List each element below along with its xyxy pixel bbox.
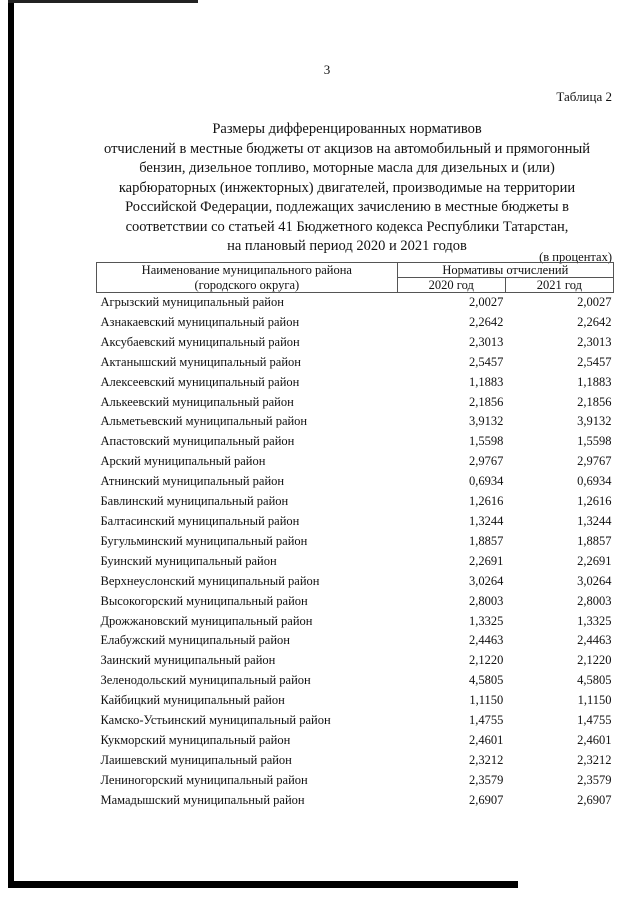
value-2020: 3,9132 — [468, 414, 504, 429]
value-2021: 4,5805 — [577, 673, 612, 688]
header-group: Нормативы отчислений — [397, 263, 613, 278]
value-2021: 1,1150 — [577, 693, 612, 708]
value-2020: 1,4755 — [468, 713, 504, 728]
title-line: Размеры дифференцированных нормативов — [212, 121, 482, 137]
scan-border-bottom — [8, 881, 518, 888]
value-2021: 2,1220 — [577, 653, 612, 668]
table-row — [97, 651, 614, 671]
district-name: Аксубаевский муниципальный район — [100, 334, 300, 349]
value-2021: 1,1883 — [577, 374, 612, 389]
header-name-line2: (городского округа) — [97, 278, 398, 293]
district-name: Балтасинский муниципальный район — [100, 513, 300, 528]
table-row — [97, 333, 614, 353]
value-2020: 2,8003 — [468, 593, 504, 608]
title-line: бензин, дизельное топливо, моторные масла для дизельных и (или) — [139, 160, 555, 176]
value-2021: 2,2691 — [577, 553, 612, 568]
table-row — [97, 512, 614, 532]
table-row — [97, 313, 614, 333]
district-name: Верхнеуслонский муниципальный район — [100, 573, 320, 588]
value-2021: 2,0027 — [577, 295, 612, 309]
district-name: Мамадышский муниципальный район — [100, 792, 305, 807]
value-2020: 1,1150 — [469, 693, 504, 708]
norms-table — [96, 262, 614, 811]
value-2021: 1,3244 — [577, 513, 612, 528]
table-row — [97, 353, 614, 373]
value-2020: 2,3579 — [468, 772, 504, 787]
district-name: Кайбицкий муниципальный район — [100, 693, 285, 708]
title-line: Российской Федерации, подлежащих зачислению в местные бюджеты в — [125, 199, 569, 215]
table-row — [97, 592, 614, 612]
value-2020: 1,3325 — [468, 613, 504, 628]
value-2021: 3,0264 — [577, 573, 612, 588]
value-2020: 1,8857 — [468, 533, 504, 548]
district-name: Актанышский муниципальный район — [100, 354, 301, 369]
title-line: карбюраторных (инжекторных) двигателей, производимые на территории — [118, 179, 576, 196]
value-2021: 2,9767 — [577, 454, 612, 469]
title-line: соответствии со статьей 41 Бюджетного кодекса Республики Татарстан, — [125, 218, 569, 235]
document-page — [14, 3, 640, 881]
table-row — [97, 631, 614, 651]
table-row — [97, 552, 614, 572]
unit-note: (в процентах) — [539, 250, 612, 264]
district-name: Лаишевский муниципальный район — [100, 752, 292, 767]
table-row — [97, 452, 614, 472]
district-name: Алексеевский муниципальный район — [100, 374, 300, 389]
district-name: Азнакаевский муниципальный район — [100, 314, 300, 329]
district-name: Елабужский муниципальный район — [100, 633, 290, 648]
value-2021: 2,4601 — [577, 732, 612, 747]
table-row — [97, 412, 614, 432]
value-2021: 2,3579 — [577, 772, 612, 787]
value-2020: 2,2691 — [468, 553, 504, 568]
table-row — [97, 472, 614, 492]
value-2021: 0,6934 — [577, 474, 612, 489]
district-name: Атнинский муниципальный район — [100, 474, 285, 489]
value-2020: 2,0027 — [468, 295, 504, 309]
value-2020: 2,4463 — [468, 633, 504, 648]
title-line: на плановый период 2020 и 2021 годов — [227, 238, 467, 254]
district-name: Апастовский муниципальный район — [100, 434, 295, 449]
header-year-2021: 2021 год — [505, 278, 613, 293]
value-2021: 2,8003 — [577, 593, 612, 608]
table-row — [97, 532, 614, 552]
district-name: Лениногорский муниципальный район — [100, 772, 308, 787]
table-row — [97, 432, 614, 452]
value-2021: 1,3325 — [577, 613, 612, 628]
table-row — [97, 572, 614, 592]
value-2021: 2,1856 — [577, 394, 612, 409]
value-2021: 2,3013 — [577, 334, 612, 349]
value-2021: 1,4755 — [577, 713, 612, 728]
value-2020: 2,1220 — [468, 653, 504, 668]
value-2021: 1,5598 — [577, 434, 612, 449]
value-2020: 2,2642 — [468, 314, 504, 329]
value-2020: 2,5457 — [468, 354, 504, 369]
district-name: Бугульминский муниципальный район — [100, 533, 308, 548]
value-2021: 3,9132 — [577, 414, 612, 429]
value-2021: 2,2642 — [577, 314, 612, 329]
value-2020: 4,5805 — [468, 673, 504, 688]
page-number: 3 — [323, 62, 331, 77]
value-2021: 2,5457 — [577, 354, 612, 369]
district-name: Агрызский муниципальный район — [100, 295, 284, 309]
table-label: Таблица 2 — [556, 89, 612, 104]
district-name: Дрожжановский муниципальный район — [100, 613, 313, 628]
value-2021: 1,2616 — [577, 494, 612, 509]
value-2020: 2,4601 — [468, 732, 504, 747]
district-name: Кукморский муниципальный район — [100, 732, 291, 747]
value-2020: 0,6934 — [468, 474, 504, 489]
value-2020: 2,3212 — [468, 752, 504, 767]
value-2020: 2,6907 — [468, 792, 504, 807]
value-2021: 1,8857 — [577, 533, 612, 548]
table-row — [97, 791, 614, 811]
value-2020: 1,3244 — [468, 513, 504, 528]
value-2020: 1,1883 — [468, 374, 504, 389]
table-row — [97, 492, 614, 512]
district-name: Буинский муниципальный район — [100, 553, 277, 568]
value-2020: 1,5598 — [468, 434, 504, 449]
table-row — [97, 711, 614, 731]
table-row — [97, 751, 614, 771]
value-2020: 2,3013 — [468, 334, 504, 349]
table-row — [97, 671, 614, 691]
table-row — [97, 691, 614, 711]
table-row — [97, 373, 614, 393]
district-name: Заинский муниципальный район — [100, 653, 276, 668]
value-2020: 1,2616 — [468, 494, 504, 509]
value-2021: 2,6907 — [577, 792, 612, 807]
value-2021: 2,3212 — [577, 752, 612, 767]
value-2020: 2,1856 — [468, 394, 504, 409]
district-name: Арский муниципальный район — [100, 454, 266, 469]
header-year-2020: 2020 год — [397, 278, 505, 293]
district-name: Бавлинский муниципальный район — [100, 494, 289, 509]
header-name-line1: Наименование муниципального района — [97, 263, 398, 278]
district-name: Алькеевский муниципальный район — [100, 394, 294, 409]
value-2020: 3,0264 — [468, 573, 504, 588]
value-2020: 2,9767 — [468, 454, 504, 469]
district-name: Альметьевский муниципальный район — [100, 414, 308, 429]
table-row — [97, 393, 614, 413]
district-name: Высокогорский муниципальный район — [100, 593, 308, 608]
value-2021: 2,4463 — [577, 633, 612, 648]
title-line: отчислений в местные бюджеты от акцизов на автомобильный и прямогонный — [104, 140, 590, 157]
district-name: Камско-Устьинский муниципальный район — [100, 713, 331, 728]
table-row — [97, 293, 614, 313]
document-title — [74, 120, 620, 257]
table-row — [97, 731, 614, 751]
district-name: Зеленодольский муниципальный район — [100, 673, 311, 688]
table-row — [97, 612, 614, 632]
table-row — [97, 771, 614, 791]
